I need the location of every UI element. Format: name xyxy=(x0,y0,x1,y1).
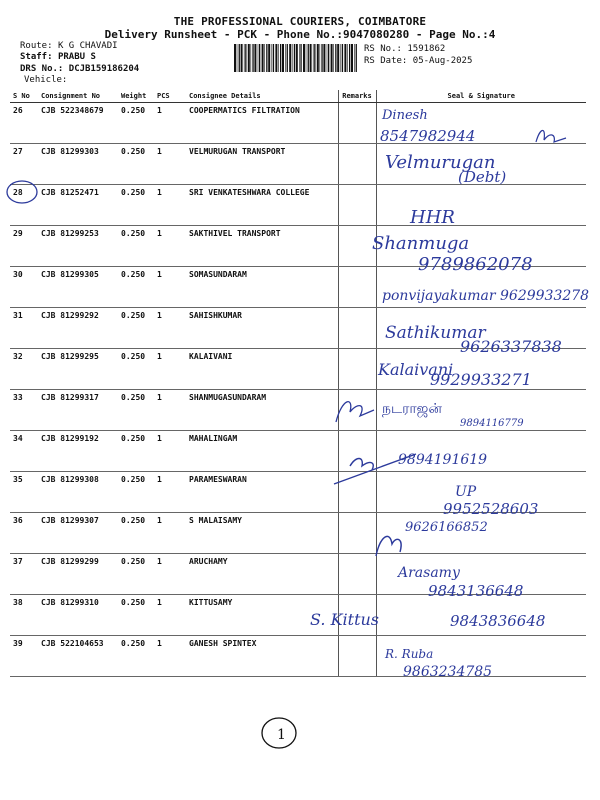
cell-consignee: ARUCHAMY xyxy=(186,554,338,595)
barcode-bar xyxy=(258,44,259,72)
cell-pcs: 1 xyxy=(154,144,186,185)
barcode-bar xyxy=(280,44,281,72)
barcode-bar xyxy=(328,44,329,72)
cell-remarks xyxy=(338,308,376,349)
signature-33: நடராஜன் xyxy=(382,401,442,417)
barcode-bar xyxy=(264,44,265,72)
cell-sno: 29 xyxy=(10,226,38,267)
cell-sno: 30 xyxy=(10,267,38,308)
cell-consignee: GANESH SPINTEX xyxy=(186,636,338,677)
barcode-bar xyxy=(327,44,328,72)
barcode-bar xyxy=(347,44,348,72)
cell-pcs: 1 xyxy=(154,308,186,349)
drs-value: DCJB159186204 xyxy=(68,64,140,74)
cell-remarks xyxy=(338,349,376,390)
col-seal: Seal & Signature xyxy=(376,90,586,103)
cell-weight: 0.250 xyxy=(118,390,154,431)
barcode-bar xyxy=(248,44,250,72)
signature-29: Shanmuga xyxy=(372,233,470,254)
cell-remarks xyxy=(338,144,376,185)
scribble-33 xyxy=(330,392,380,428)
scribble-26 xyxy=(530,124,570,148)
col-sno: S No xyxy=(10,90,38,103)
barcode-bar xyxy=(342,44,343,72)
cell-pcs: 1 xyxy=(154,431,186,472)
cell-sno: 27 xyxy=(10,144,38,185)
cell-sno: 32 xyxy=(10,349,38,390)
rs-date-label: RS Date: xyxy=(364,56,408,66)
cell-consignment: CJB 81299295 xyxy=(38,349,118,390)
barcode-image xyxy=(234,44,358,72)
barcode-bar xyxy=(303,44,305,72)
table-row xyxy=(10,636,586,677)
cell-sno: 28 xyxy=(10,185,38,226)
cell-consignee: SAKTHIVEL TRANSPORT xyxy=(186,226,338,267)
table-row xyxy=(10,103,586,144)
vehicle-label: Vehicle: xyxy=(24,75,68,85)
staff-info xyxy=(20,52,96,62)
cell-consignment: CJB 81299310 xyxy=(38,595,118,636)
phone-37: 9843136648 xyxy=(428,582,524,600)
cell-weight: 0.250 xyxy=(118,349,154,390)
signature-31: Sathikumar xyxy=(385,323,486,343)
route-value: K G CHAVADI xyxy=(57,41,118,51)
col-consignment: Consignment No xyxy=(38,90,118,103)
cell-pcs: 1 xyxy=(154,103,186,144)
page-mark-text: 1 xyxy=(277,727,286,743)
cell-seal xyxy=(376,185,586,226)
runsheet-subtitle: Delivery Runsheet - PCK - Phone No.:9047080280 - Page No.:4 xyxy=(104,28,496,41)
cell-consignment: CJB 81299307 xyxy=(38,513,118,554)
circle-mark xyxy=(4,178,40,206)
cell-consignee: KALAIVANI xyxy=(186,349,338,390)
cell-consignment: CJB 81299303 xyxy=(38,144,118,185)
cell-consignment: CJB 81299305 xyxy=(38,267,118,308)
barcode-bar xyxy=(299,44,300,72)
cell-consignee: SAHISHKUMAR xyxy=(186,308,338,349)
cell-sno: 38 xyxy=(10,595,38,636)
cell-consignee: COOPERMATICS FILTRATION xyxy=(186,103,338,144)
barcode-bar xyxy=(294,44,295,72)
rs-date-value: 05-Aug-2025 xyxy=(412,56,473,66)
cell-remarks xyxy=(338,226,376,267)
signature-30: ponvijayakumar 9629933278 xyxy=(382,288,590,304)
phone-31: 9626337838 xyxy=(460,337,562,356)
scribble-36 xyxy=(370,526,410,562)
cell-consignment: CJB 81299192 xyxy=(38,431,118,472)
barcode-bar xyxy=(308,44,309,72)
cell-sno: 26 xyxy=(10,103,38,144)
barcode-bar xyxy=(273,44,274,72)
barcode-bar xyxy=(234,44,236,72)
barcode-bar xyxy=(349,44,350,72)
cell-weight: 0.250 xyxy=(118,513,154,554)
cell-pcs: 1 xyxy=(154,226,186,267)
cell-remarks xyxy=(338,267,376,308)
barcode-bar xyxy=(262,44,264,72)
barcode-bar xyxy=(354,44,355,72)
cell-consignment: CJB 522104653 xyxy=(38,636,118,677)
staff-label: Staff: xyxy=(20,52,53,62)
cell-pcs: 1 xyxy=(154,267,186,308)
cell-sno: 39 xyxy=(10,636,38,677)
cell-weight: 0.250 xyxy=(118,431,154,472)
cell-weight: 0.250 xyxy=(118,595,154,636)
cell-consignment: CJB 81299299 xyxy=(38,554,118,595)
drs-label: DRS No.: xyxy=(20,64,64,74)
cell-sno: 31 xyxy=(10,308,38,349)
cell-consignee: SHANMUGASUNDARAM xyxy=(186,390,338,431)
barcode-bar xyxy=(356,44,357,72)
cell-weight: 0.250 xyxy=(118,185,154,226)
col-remarks: Remarks xyxy=(338,90,376,103)
phone-29: 9789862078 xyxy=(418,254,533,275)
cell-consignment: CJB 81299292 xyxy=(38,308,118,349)
cell-weight: 0.250 xyxy=(118,308,154,349)
signature-27: Velmurugan xyxy=(385,152,496,173)
page-number-mark xyxy=(260,716,298,750)
phone-34: 9894191619 xyxy=(398,452,488,468)
barcode-bar xyxy=(285,44,286,72)
cell-consignee: S MALAISAMY xyxy=(186,513,338,554)
table-row xyxy=(10,185,586,226)
barcode-bar xyxy=(306,44,307,72)
cell-consignment: CJB 81252471 xyxy=(38,185,118,226)
barcode-bar xyxy=(239,44,240,72)
route-label: Route: xyxy=(20,41,53,51)
table-row xyxy=(10,513,586,554)
barcode-bar xyxy=(310,44,312,72)
phone-26: 8547982944 xyxy=(380,127,476,145)
barcode-bar xyxy=(268,44,270,72)
company-title: THE PROFESSIONAL COURIERS, COIMBATORE xyxy=(173,15,427,28)
cell-weight: 0.250 xyxy=(118,103,154,144)
barcode-bar xyxy=(278,44,279,72)
barcode-bar xyxy=(237,44,238,72)
barcode-bar xyxy=(313,44,314,72)
cell-weight: 0.250 xyxy=(118,636,154,677)
signature-28: HHR xyxy=(410,207,455,228)
barcode-bar xyxy=(241,44,243,72)
barcode-bar xyxy=(259,44,260,72)
cell-pcs: 1 xyxy=(154,472,186,513)
cell-consignment: CJB 81299253 xyxy=(38,226,118,267)
rs-date xyxy=(364,56,472,66)
staff-value: PRABU S xyxy=(57,52,96,62)
signature-38: S. Kittus xyxy=(310,610,380,629)
cell-consignee: MAHALINGAM xyxy=(186,431,338,472)
table-row xyxy=(10,431,586,472)
phone-32: 9929933271 xyxy=(430,370,532,389)
barcode-bar xyxy=(292,44,293,72)
rs-no-label: RS No.: xyxy=(364,44,402,54)
cell-weight: 0.250 xyxy=(118,144,154,185)
barcode-bar xyxy=(245,44,246,72)
cell-remarks xyxy=(338,103,376,144)
drs-info xyxy=(20,64,139,74)
cell-pcs: 1 xyxy=(154,390,186,431)
cell-pcs: 1 xyxy=(154,349,186,390)
cell-weight: 0.250 xyxy=(118,226,154,267)
signature-32: Kalaivani xyxy=(378,360,454,379)
cell-consignee: VELMURUGAN TRANSPORT xyxy=(186,144,338,185)
barcode-bar xyxy=(287,44,288,72)
barcode-bar xyxy=(244,44,245,72)
barcode-bar xyxy=(351,44,353,72)
cell-sno: 33 xyxy=(10,390,38,431)
barcode-bar xyxy=(300,44,301,72)
col-consignee: Consignee Details xyxy=(186,90,338,103)
barcode-bar xyxy=(344,44,346,72)
barcode-bar xyxy=(251,44,252,72)
barcode-bar xyxy=(321,44,322,72)
cell-consignee: SOMASUNDARAM xyxy=(186,267,338,308)
cell-pcs: 1 xyxy=(154,185,186,226)
table-header-row xyxy=(10,90,586,103)
cell-pcs: 1 xyxy=(154,595,186,636)
cell-sno: 36 xyxy=(10,513,38,554)
phone-38: 9843836648 xyxy=(450,612,546,630)
barcode-bar xyxy=(272,44,273,72)
col-weight: Weight xyxy=(118,90,154,103)
barcode-bar xyxy=(275,44,277,72)
cell-sno: 35 xyxy=(10,472,38,513)
barcode-bar xyxy=(296,44,298,72)
barcode-bar xyxy=(314,44,315,72)
cell-consignee: PARAMESWARAN xyxy=(186,472,338,513)
signature-26: Dinesh xyxy=(382,108,428,123)
cell-pcs: 1 xyxy=(154,636,186,677)
signature-35: UP xyxy=(455,484,477,500)
barcode-bar xyxy=(317,44,319,72)
barcode-bar xyxy=(335,44,336,72)
cell-pcs: 1 xyxy=(154,513,186,554)
rs-no-value: 1591862 xyxy=(407,44,446,54)
barcode-bar xyxy=(341,44,342,72)
cell-pcs: 1 xyxy=(154,554,186,595)
phone-36: 9626166852 xyxy=(405,520,488,535)
barcode-bar xyxy=(323,44,325,72)
note-27: (Debt) xyxy=(458,168,507,186)
phone-33: 9894116779 xyxy=(460,418,524,429)
barcode-bar xyxy=(252,44,253,72)
route-info xyxy=(20,41,118,51)
cell-consignment: CJB 522348679 xyxy=(38,103,118,144)
cell-consignment: CJB 81299317 xyxy=(38,390,118,431)
cell-weight: 0.250 xyxy=(118,267,154,308)
cell-sno: 34 xyxy=(10,431,38,472)
phone-39: 9863234785 xyxy=(403,664,493,680)
barcode-bar xyxy=(333,44,334,72)
signature-37: Arasamy xyxy=(398,565,460,581)
cell-consignment: CJB 81299308 xyxy=(38,472,118,513)
cell-remarks xyxy=(338,185,376,226)
cell-consignee: KITTUSAMY xyxy=(186,595,338,636)
barcode-bar xyxy=(282,44,284,72)
col-pcs: PCS xyxy=(154,90,186,103)
cell-remarks xyxy=(338,636,376,677)
barcode-bar xyxy=(254,44,256,72)
barcode-bar xyxy=(331,44,333,72)
barcode-bar xyxy=(289,44,291,72)
phone-35: 9952528603 xyxy=(443,500,539,518)
barcode-bar xyxy=(320,44,321,72)
signature-39: R. Ruba xyxy=(385,647,434,661)
cell-sno: 37 xyxy=(10,554,38,595)
barcode-bar xyxy=(266,44,267,72)
cell-weight: 0.250 xyxy=(118,472,154,513)
cell-weight: 0.250 xyxy=(118,554,154,595)
rs-number xyxy=(364,44,445,54)
cell-consignee: SRI VENKATESHWARA COLLEGE xyxy=(186,185,338,226)
barcode-bar xyxy=(337,44,339,72)
